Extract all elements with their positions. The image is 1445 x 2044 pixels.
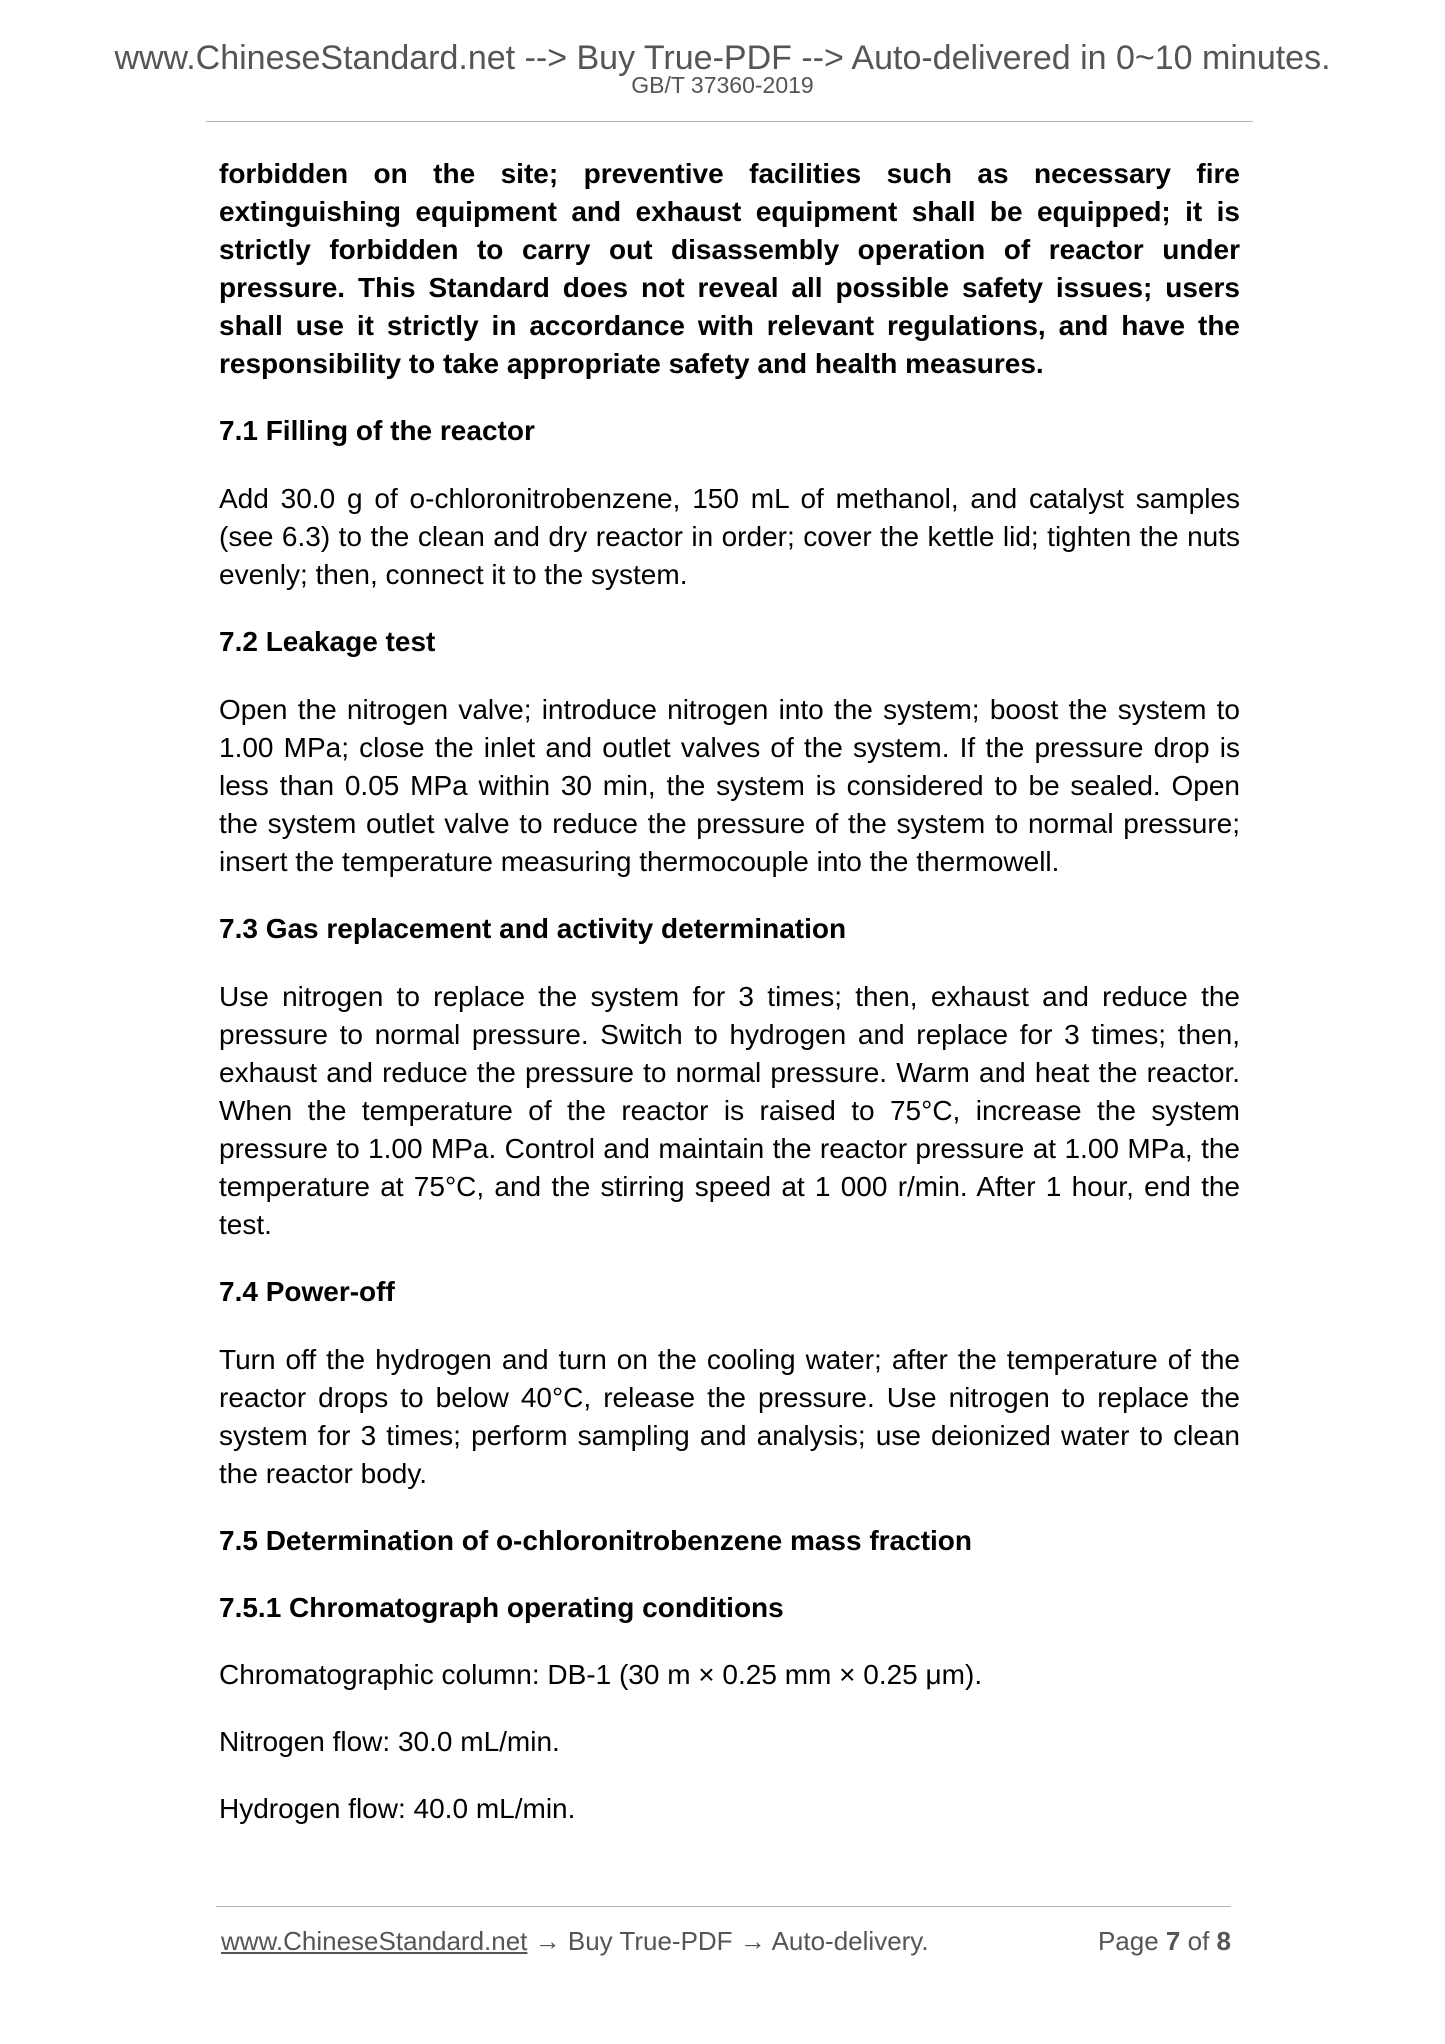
section-7-4-text: Turn off the hydrogen and turn on the cooling water; after the temperature of the reactor drops to below 40°C, release the pressure. Use nitrogen to replace the system for 3 times; perform sampling and analysis; use deionized water to clean the reactor body. bbox=[219, 1344, 1240, 1489]
intro-paragraph: forbidden on the site; preventive facilities such as necessary fire extinguishing equipment and exhaust equipment shall be equipped; it is strictly forbidden to carry out disassembly operation of reactor under pressure. This Standard does not reveal all possible safety issues; users shall use it strictly in accordance with relevant regulations, and have the responsibility to take appropriate safety and health measures. bbox=[219, 158, 1240, 379]
section-7-1-text: Add 30.0 g of o-chloronitrobenzene, 150 mL of methanol, and catalyst samples (see 6.3) to the clean and dry reactor in order; cover the kettle lid; tighten the nuts evenly; then, connect it to the system. bbox=[219, 483, 1240, 590]
section-7-4-heading: 7.4 Power-off bbox=[219, 1276, 395, 1307]
page-label: Page bbox=[1097, 1926, 1159, 1956]
column-spec-text: Chromatographic column: DB-1 (30 m × 0.25 mm × 0.25 μm). bbox=[219, 1659, 983, 1690]
footer bbox=[221, 1924, 1231, 1964]
document-code: GB/T 37360-2019 bbox=[631, 72, 814, 98]
page-current: 7 bbox=[1165, 1926, 1181, 1956]
section-7-2-heading: 7.2 Leakage test bbox=[219, 626, 436, 657]
footer-promo-text: → Buy True-PDF → Auto-delivery. bbox=[527, 1926, 929, 1956]
section-7-5-heading: 7.5 Determination of o-chloronitrobenzene mass fraction bbox=[219, 1525, 973, 1556]
section-7-2-text: Open the nitrogen valve; introduce nitrogen into the system; boost the system to 1.00 MPa; close the inlet and outlet valves of the system. If the pressure drop is less than 0.05 MPa within 30 min, the system is considered to be sealed. Open the system outlet valve to reduce the pressure of the system to normal pressure; insert the temperature measuring thermocouple into the thermowell. bbox=[219, 694, 1240, 877]
page-of: of bbox=[1187, 1926, 1210, 1956]
page-number bbox=[1098, 1924, 1231, 1958]
section-7-1-heading: 7.1 Filling of the reactor bbox=[219, 415, 535, 446]
page-total: 8 bbox=[1216, 1926, 1231, 1956]
footer-promo bbox=[221, 1924, 929, 1958]
hydrogen-flow-text: Hydrogen flow: 40.0 mL/min. bbox=[219, 1793, 576, 1824]
header-divider bbox=[206, 121, 1253, 122]
nitrogen-flow-text: Nitrogen flow: 30.0 mL/min. bbox=[219, 1726, 560, 1757]
footer-divider bbox=[216, 1906, 1231, 1907]
footer-site-link[interactable]: www.ChineseStandard.net bbox=[221, 1926, 528, 1956]
section-7-5-1-heading: 7.5.1 Chromatograph operating conditions bbox=[219, 1592, 784, 1623]
section-7-3-heading: 7.3 Gas replacement and activity determination bbox=[219, 913, 847, 944]
page-content bbox=[219, 155, 1240, 1828]
top-banner[interactable]: www.ChineseStandard.net --> Buy True-PDF --> Auto-delivered in 0~10 minutes. bbox=[114, 39, 1331, 77]
section-7-3-text: Use nitrogen to replace the system for 3 times; then, exhaust and reduce the pressure to normal pressure. Switch to hydrogen and replace for 3 times; then, exhaust and reduce the pressure to normal pressure. Warm and heat the reactor. When the temperature of the reactor is raised to 75°C, increase the system pressure to 1.00 MPa. Control and maintain the reactor pressure at 1.00 MPa, the temperature at 75°C, and the stirring speed at 1 000 r/min. After 1 hour, end the test. bbox=[219, 981, 1240, 1240]
